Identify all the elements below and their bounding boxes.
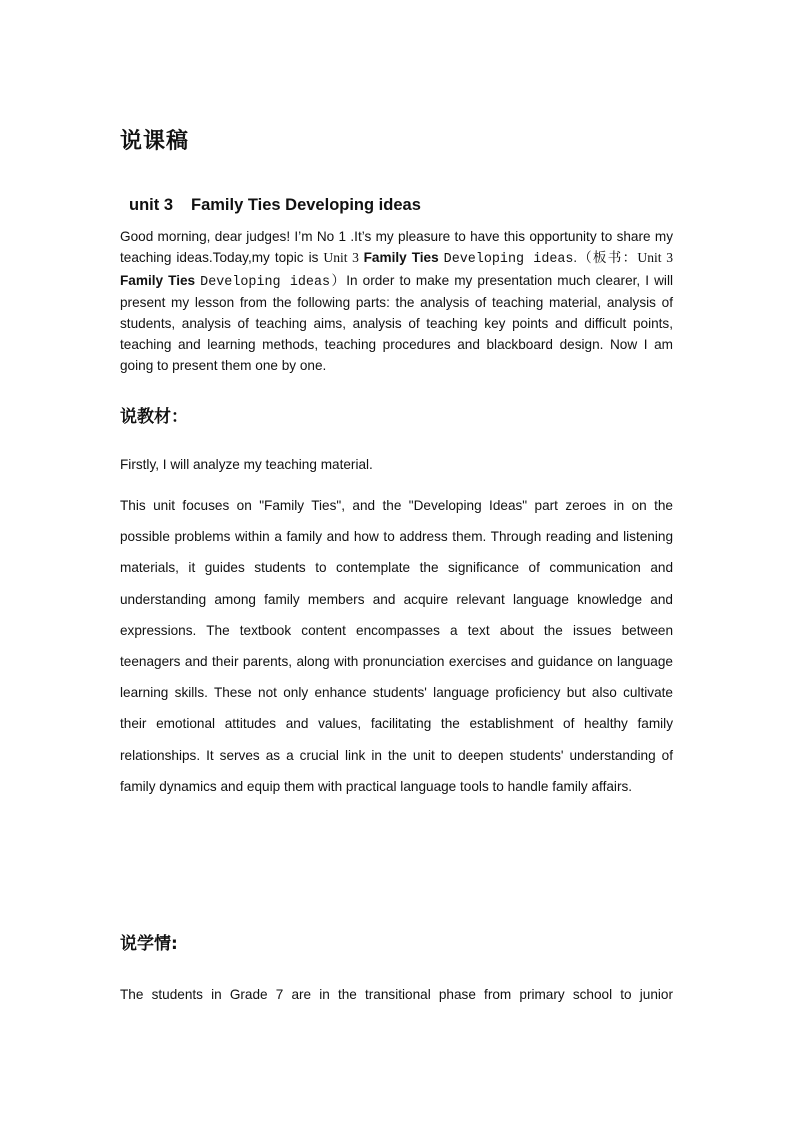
material-intro-line: Firstly, I will analyze my teaching material. <box>120 457 373 472</box>
intro-developing-ideas-2: Developing ideas <box>200 274 331 290</box>
intro-board-note-close: ） <box>330 272 347 288</box>
lesson-subtitle <box>129 196 421 215</box>
document-title: 说课稿 <box>120 129 190 154</box>
subtitle-unit: unit 3 <box>129 196 173 214</box>
intro-family-ties: Family Ties <box>363 249 444 265</box>
section-heading-students: 说学情: <box>120 934 178 954</box>
subtitle-topic: Family Ties Developing ideas <box>191 196 421 214</box>
intro-text-2: In order to make my presentation much clearer, I will present my lesson from the following parts: the analysis of teaching material, analysis of students, analysis of teaching aims, analysis of teaching key points and difficult points, teaching and learning methods, teaching procedures and blackboard design. Now I am going to present them one by one. <box>120 272 673 373</box>
material-body-paragraph: This unit focuses on "Family Ties", and the "Developing Ideas" part zeroes in on the possible problems within a family and how to address them. Through reading and listening materials, it guides students to contemplate the significance of communication and understanding among family members and acquire relevant language knowledge and expressions. The textbook content encompasses a text about the issues between teenagers and their parents, along with pronunciation exercises and guidance on language learning skills. These not only enhance students' language proficiency but also cultivate their emotional attitudes and values, facilitating the establishment of healthy family relationships. It serves as a crucial link in the unit to deepen students' understanding of family dynamics and equip them with practical language tools to handle family affairs. <box>120 498 673 794</box>
intro-board-note-open: .（板书： <box>573 249 638 265</box>
intro-unit-label: Unit 3 <box>323 249 364 265</box>
intro-family-ties-2: Family Ties <box>120 272 201 288</box>
intro-developing-ideas: Developing ideas <box>443 251 574 267</box>
students-body-paragraph: The students in Grade 7 are in the transitional phase from primary school to junior <box>120 987 673 1002</box>
intro-text-1: Good morning, dear judges! I’m No 1 .It’s my pleasure to have this opportunity to share my teaching ideas.Today,my topic is <box>120 229 673 265</box>
intro-unit-label-2: Unit 3 <box>637 249 673 265</box>
section-heading-material: 说教材： <box>120 407 188 427</box>
intro-paragraph <box>120 227 673 377</box>
